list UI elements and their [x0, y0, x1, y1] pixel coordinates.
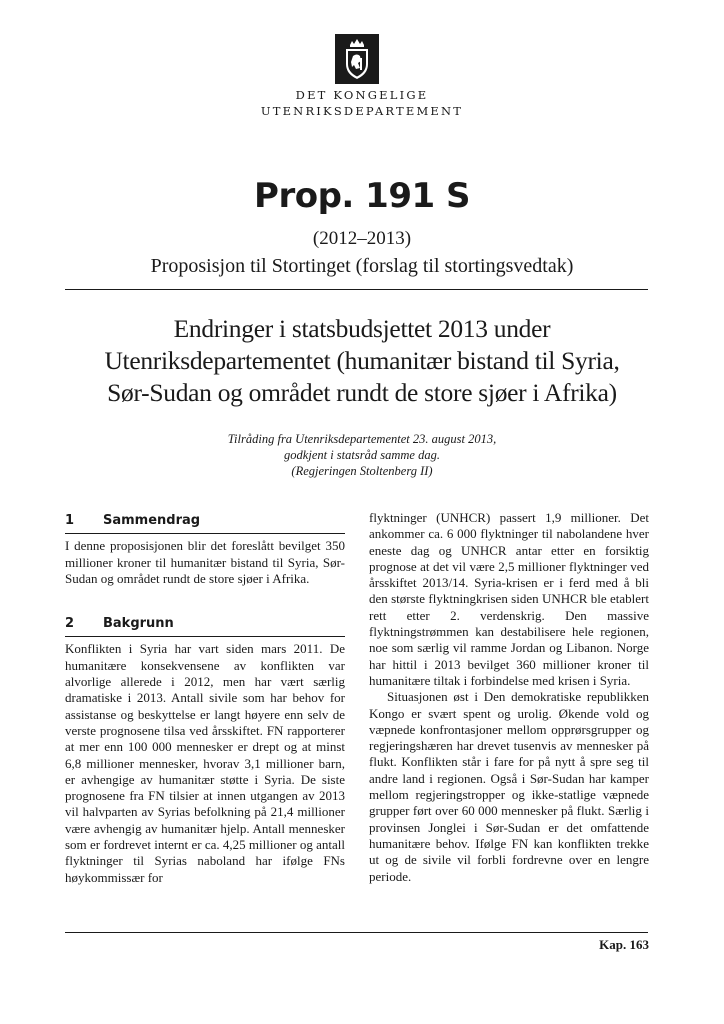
approval-line: godkjent i statsråd samme dag. [284, 448, 440, 462]
main-title-line: Endringer i statsbudsjettet 2013 under [173, 314, 551, 343]
body-paragraph: Situasjonen øst i Den demokratiske republikken Kongo er svært spent og urolig. Økende vold og væpnede konfrontasjoner mellom opprørsgrupper og regjeringshæren har drevet tusenvis av mennesker på flukt. Konflikten står i fare for på nytt å spre seg til andre land i regionen. Også i Sør-Sudan har kamper mellom regjeringstropper og ikke-statlige væpnede grupper ført over 60 000 mennesker på flukt. Særlig i provinsen Jonglei i Sør-Sudan er det omfattende humanitære behov. Ifølge FN kan konflikten trekke ut og de sivile vil forbli fordrevne over en lengre periode. [369, 689, 649, 884]
body-paragraph: flyktninger (UNHCR) passert 1,9 millioner. Det ankommer ca. 6 000 flyktninger til nabolandene hver eneste dag og UNHCR antar etter en forsiktig prognose at det vil være 2,5 millioner flyktninger ved årsskiftet 2013/14. Syria-krisen er i ferd med å bli den største flyktningkrisen siden UNHCR ble etablert rett etter 2. verdenskrig. Den massive flyktningstrømmen kan destabilisere hele regionen, noe som særlig vil ramme Jordan og Libanon. Norge har hittil i 2013 bevilget 360 millioner kroner til humanitære tiltak i forbindelse med krisen i Syria. [369, 510, 649, 688]
department-name-line1: DET KONGELIGE [295, 88, 429, 102]
session-years: (2012–2013) [312, 228, 412, 249]
section-paragraph: I denne proposisjonen blir det foreslått bevilget 350 millioner kroner til humanitær bistand til Syria, Sør-Sudan og området rundt de store sjøer i Afrika. [65, 538, 345, 586]
chapter-reference: Kap. 163 [599, 937, 649, 952]
top-divider [65, 289, 648, 290]
approval-note [0, 431, 724, 479]
footer-divider [65, 932, 648, 933]
department-name-line2: UTENRIKSDEPARTEMENT [260, 104, 464, 118]
section-number: 1 [65, 513, 75, 528]
section-number: 2 [65, 616, 75, 632]
section-title: Sammendrag [103, 513, 201, 528]
right-column [369, 510, 649, 885]
section-heading [65, 513, 345, 534]
approval-line: (Regjeringen Stoltenberg II) [291, 464, 433, 478]
proposition-title: Prop. 191 S [254, 176, 470, 216]
section-heading [65, 616, 345, 637]
section-title: Bakgrunn [103, 616, 174, 632]
approval-line: Tilråding fra Utenriksdepartementet 23. august 2013, [227, 432, 497, 446]
main-title-line: Sør-Sudan og området rundt de store sjøer i Afrika) [107, 378, 617, 407]
proposition-subtitle: Proposisjon til Stortinget (forslag til stortingsvedtak) [150, 255, 574, 277]
coat-of-arms-icon [335, 34, 379, 84]
section-paragraph: Konflikten i Syria har vart siden mars 2011. De humanitære konsekvensene av konflikten var alvorlige allerede i 2012, men har vært særlig dramatiske i 2013. Antall sivile som har behov for assistanse og beskyttelse er langt høyere enn selv de verste prognosene tilsa ved årsskiftet. FN rapporterer at mer enn 100 000 mennesker er drept og at minst 6,8 millioner mennesker, hvorav 3,1 millioner barn, er avhengige av humanitær støtte i Syria. De siste prognosene fra FN tilsier at innen utgangen av 2013 vil halvparten av Syrias befolkning på 21,4 millioner være avhengig av humanitær hjelp. Antall mennesker som er fordrevet internt er ca. 4,25 millioner og antall flyktninger til Syrias naboland har ifølge FNs høykommissær for [65, 641, 345, 885]
main-title [55, 313, 669, 409]
main-title-line: Utenriksdepartementet (humanitær bistand til Syria, [104, 346, 620, 375]
left-column [65, 513, 345, 886]
